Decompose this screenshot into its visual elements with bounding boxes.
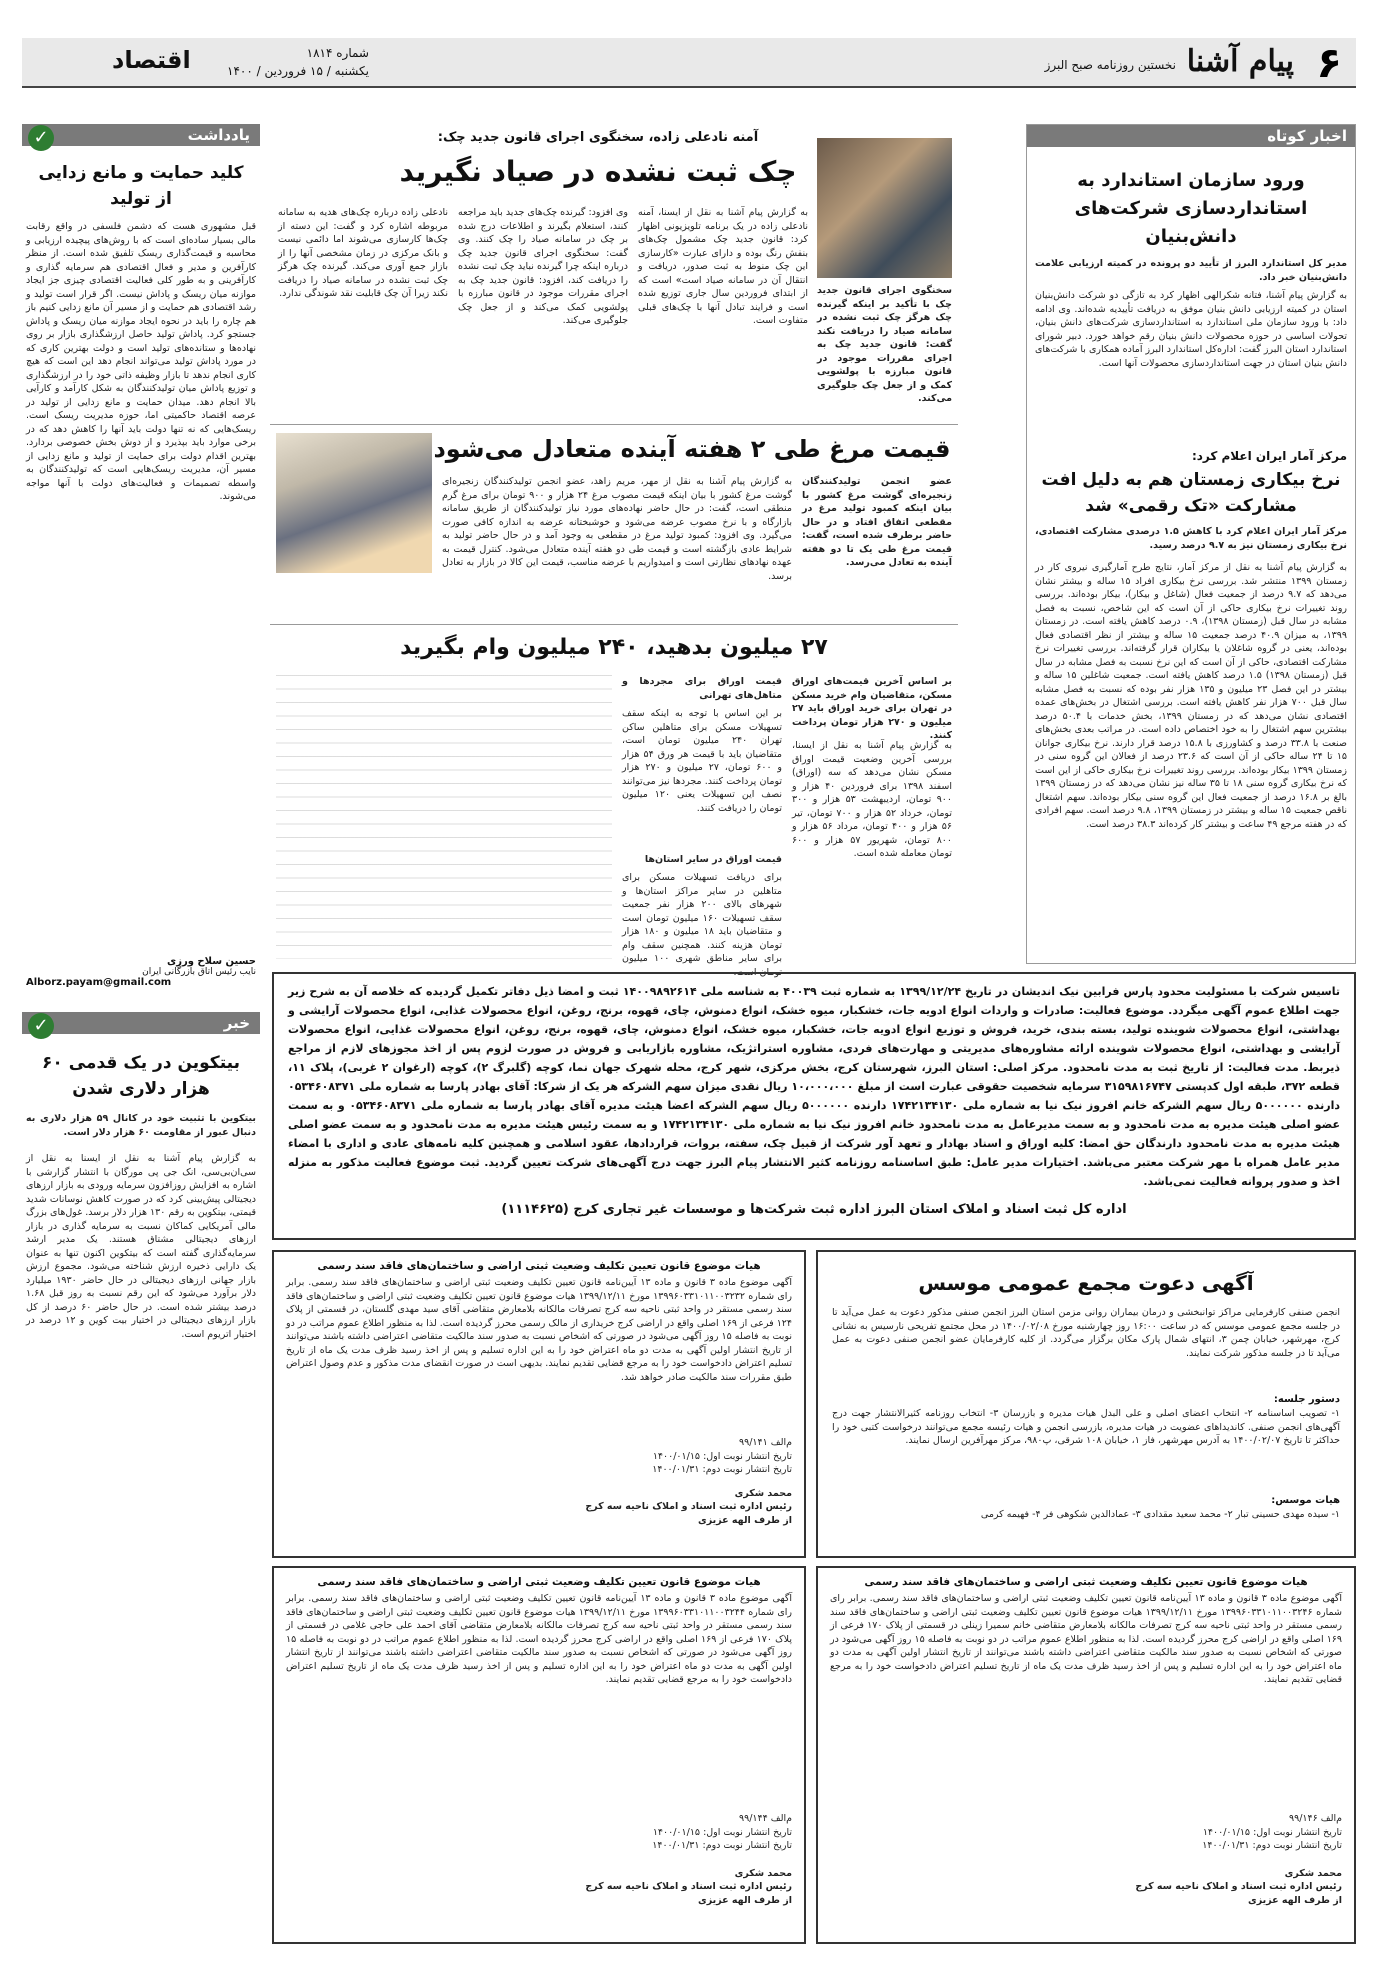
loan-body-d bbox=[276, 675, 612, 959]
legal-ad-1-code: م‌الف ۹۹/۱۴۱ bbox=[739, 1437, 792, 1448]
loan-title: ۲۷ میلیون بدهید، ۲۴۰ میلیون وام بگیرید bbox=[400, 635, 828, 660]
issue-info bbox=[227, 44, 369, 80]
page-header bbox=[22, 38, 1356, 88]
spokesperson-photo bbox=[817, 138, 952, 278]
contact-email: Alborz.payam@gmail.com bbox=[26, 977, 172, 988]
company-registration-ad bbox=[272, 972, 1356, 1240]
loan-lead: بر اساس آخرین قیمت‌های اوراق مسکن، متقاضیان وام خرید مسکن در تهران برای خرید اوراق باید ۲۷ میلیون و ۲۷۰ هزار تومان پرداخت کنند. bbox=[792, 676, 952, 741]
legal-ad-1-signer: محمد شکری bbox=[734, 1487, 792, 1499]
loan-sub2: قیمت اوراق در سایر استان‌ها bbox=[644, 854, 782, 865]
issue-number: شماره ۱۸۱۴ bbox=[306, 46, 369, 60]
legal-ad-3-code: م‌الف ۹۹/۱۴۶ bbox=[1289, 1813, 1342, 1824]
bitcoin-body: به گزارش پیام آشنا به نقل از ایسنا به نقل از سی‌ان‌بی‌سی، انک جی پی مورگان با انتشار گزارشی با اشاره به افزایش روزافزون سرمایه ورودی به بازار ارزهای دیجیتالی پیش‌بینی کرد که در صورت کاهش نوسانات شدید قیمتی، بیتکوین به رقم ۱۳۰ هزار دلار برسد. غول‌های بزرگ مالی آمریکایی کماکان نسبت به سرمایه گذاری در بازار ارزهای دیجیتالی مشتاق هستند. یک مدیر ارشد سرمایه‌گذاری گفته است که بیتکوین اکنون تنها به عنوان یک دارایی ذخیره ارزش شناخته می‌شود. مجموع ارزش بازار جهانی ارزهای دیجیتالی در حال حاضر ۱۹۳۰ میلیارد دلار برآورد می‌شود که این رقم نسبت به روز قبل ۱.۶۸ درصد بیشتر شده است. در حال حاضر ۶۰ درصد از کل بازار ارزهای دیجیتالی در اختیار بیت کوین و ۱۲ درصد در اختیار اتریوم است. bbox=[26, 1153, 257, 1340]
story2-lead: مرکز آمار ایران اعلام کرد با کاهش ۱.۵ درصدی مشارکت اقتصادی، نرخ بیکاری زمستان نیز به ۹.۷ درصد رسید. bbox=[1035, 526, 1347, 551]
legal-ad-2-signer-role: رئیس اداره ثبت اسناد و املاک ناحیه سه کرج bbox=[585, 1881, 792, 1892]
chicken-title: قیمت مرغ طی ۲ هفته آینده متعادل می‌شود bbox=[433, 435, 951, 463]
registration-footer: اداره کل ثبت اسناد و املاک استان البرز اداره ثبت شرکت‌ها و موسسات غیر تجاری کرج (۱۱۱۴۶۲۵) bbox=[501, 1202, 1127, 1217]
cheque-article bbox=[270, 124, 958, 424]
story2-kicker: مرکز آمار ایران اعلام کرد: bbox=[1191, 449, 1347, 463]
founders-list: ۱- سیده مهدی حسینی تبار ۲- محمد سعید مقدادی ۳- عمادالدین شکوهی فر ۴- فهیمه کرمی bbox=[980, 1509, 1340, 1520]
page-number: ۶ bbox=[1316, 38, 1342, 87]
note-title: کلید حمایت و مانع زدایی از تولید bbox=[38, 163, 244, 209]
bitcoin-lead: بیتکوین با تثبیت خود در کانال ۵۹ هزار دلاری به دنبال عبور از مقاومت ۶۰ هزار دلار است. bbox=[26, 1113, 256, 1138]
cheque-body-b: وی افزود: گیرنده چک‌های جدید باید مراجعه کنند، استعلام بگیرند و اطلاعات درج شده بر چک در سامانه صیاد را چک کنند. وی گفت: سخنگوی اجرای قانون جدید چک درباره اینکه چرا گیرنده نباید چک ثبت نشده را دریافت کند، افزود: قانون جدید چک به اجرای مقررات موجود در قانون مبارزه با پولشویی کمک می‌کند و از جعل چک جلوگیری می‌کند. bbox=[458, 207, 628, 326]
legal-ad-3-signer: محمد شکری bbox=[1284, 1867, 1342, 1879]
legal-ad-2 bbox=[272, 1566, 806, 1944]
legal-ad-1-signer-sub: از طرف الهه عزیزی bbox=[698, 1514, 792, 1526]
loan-body-a: به گزارش پیام آشنا به نقل از ایسنا، بررسی آخرین وضعیت قیمت اوراق مسکن نشان می‌دهد که سه (اوراق) اسفند ۱۳۹۸ برای فروردین ۴۰ هزار و ۹۰۰ تومان، اردیبهشت ۵۳ هزار و ۳۰۰ تومان، خرداد ۵۲ هزار و ۷۰۰ تومان، تیر ۵۶ هزار و ۴۰۰ تومان، مرداد ۵۶ هزار و ۸۰۰ تومان، شهریور ۵۷ هزار و ۶۰۰ تومان معامله شده است. bbox=[792, 740, 953, 859]
bitcoin-title: بیتکوین در یک قدمی ۶۰ هزار دلاری شدن bbox=[42, 1053, 240, 1099]
legal-ad-1-title: هیات موضوع قانون تعیین تکلیف وضعیت ثبتی اراضی و ساختمان‌های فاقد سند رسمی bbox=[317, 1260, 761, 1272]
note-bar bbox=[22, 124, 260, 152]
story1-body: به گزارش پیام آشنا، فتانه شکرالهی اظهار کرد به تازگی دو شرکت دانش‌بنیان استان در کمیته ارزیابی دانش بنیان موفق به دریافت تأییدیه شده‌اند. وی ادامه داد: با ورود سازمان ملی استاندارد به استانداردسازی شرکت‌های دانش بنیان، تحولات اساسی در حوزه محصولات دانش بنیان رقم خواهد خورد. دبیر شورای استاندارد استان البرز گفت: اداره‌کل استاندارد البرز آماده همکاری با شرکت‌های دانش بنیان استان در جهت استانداردسازی محصولات آنها است. bbox=[1035, 290, 1347, 369]
founders-title: هیات موسس: bbox=[1271, 1495, 1340, 1506]
section-title: اقتصاد bbox=[112, 46, 191, 74]
issue-date: یکشنبه / ۱۵ فروردین / ۱۴۰۰ bbox=[227, 64, 369, 78]
legal-ad-1-date2: تاریخ انتشار نوبت دوم: ۱۴۰۰/۰۱/۳۱ bbox=[652, 1464, 792, 1475]
legal-ad-3-signer-role: رئیس اداره ثبت اسناد و املاک ناحیه سه کرج bbox=[1135, 1881, 1342, 1892]
newspaper-logo: پیام آشنا bbox=[1186, 44, 1294, 79]
loan-body-b: بر این اساس با توجه به اینکه سقف تسهیلات مسکن برای متاهلین ساکن تهران ۲۴۰ میلیون تومان است، متقاضیان باید با قیمت هر ورق ۵۴ هزار و ۶۰۰ تومان، ۲۷ میلیون و ۲۷۰ هزار تومان پرداخت کنند. مجردها نیز می‌توانند نصف این تسهیلات یعنی ۱۲۰ میلیون تومان را دریافت کنند. bbox=[622, 708, 783, 814]
legal-ad-2-signer-sub: از طرف الهه عزیزی bbox=[698, 1894, 792, 1906]
legal-ad-2-signer: محمد شکری bbox=[734, 1867, 792, 1879]
tagline: نخستین روزنامه صبح البرز bbox=[1044, 58, 1176, 72]
legal-ad-1-date1: تاریخ انتشار نوبت اول: ۱۴۰۰/۰۱/۱۵ bbox=[652, 1450, 792, 1462]
legal-ad-2-title: هیات موضوع قانون تعیین تکلیف وضعیت ثبتی اراضی و ساختمان‌های فاقد سند رسمی bbox=[317, 1576, 761, 1588]
legal-ad-2-date2: تاریخ انتشار نوبت دوم: ۱۴۰۰/۰۱/۳۱ bbox=[652, 1840, 792, 1851]
chicken-lead: عضو انجمن تولیدکنندگان زنجیره‌ای گوشت مرغ کشور با بیان اینکه کمبود تولید مرغ در مقطعی اتفاق افتاد و در حال حاضر برطرف شده است، گفت: قیمت مرغ طی یک تا دو هفته آینده به تعادل می‌رسد. bbox=[802, 476, 952, 568]
housing-loan-article bbox=[270, 624, 958, 978]
story2-body: به گزارش پیام آشنا به نقل از مرکز آمار، نتایج طرح آمارگیری نیروی کار در زمستان ۱۳۹۹ منتشر شد. بررسی نرخ بیکاری افراد ۱۵ ساله و بیشتر نشان می‌دهد که ۹.۷ درصد از جمعیت فعال (شاغل و بیکار)، بیکار بوده‌اند. بررسی روند تغییرات نرخ بیکاری حاکی از آن است که این شاخص، نسبت به فصل مشابه در سال قبل (زمستان ۱۳۹۸)، ۰.۹ درصد کاهش یافته است. در زمستان ۱۳۹۹، به میزان ۴۰.۹ درصد جمعیت ۱۵ ساله و بیشتر از نظر اقتصادی فعال بوده‌اند، یعنی در گروه شاغلان یا بیکاران قرار گرفته‌اند. بررسی تغییرات نرخ مشارکت اقتصادی، حاکی از آن است که این نرخ نسبت به فصل مشابه در سال قبل (زمستان ۱۳۹۸) ۱.۵ درصد کاهش یافته است. جمعیت شاغلین ۱۵ ساله و بیشتر در این فصل ۲۳ میلیون و ۱۳۵ هزار نفر بوده که نسبت به فصل مشابه سال قبل ۷۰۰ هزار نفر کاهش یافته است. بررسی اشتغال در بخش‌های عمده اقتصادی نشان می‌دهد که در زمستان ۱۳۹۹، بخش خدمات با ۵۰.۴ درصد بیشترین سهم اشتغال را به خود اختصاص داده است. در مراتب بعدی بخش‌های صنعت با ۳۳.۸ درصد و کشاورزی با ۱۵.۸ درصد قرار دارند. نرخ بیکاری جوانان ۱۵ تا ۲۴ ساله حاکی از آن است که ۲۳.۶ درصد از فعالان این گروه سنی در زمستان ۱۳۹۹ بیکار بوده‌اند. بررسی روند تغییرات نرخ بیکاری حاکی از این است که نرخ بیکاری گروه سنی ۱۸ تا ۳۵ ساله نیز نشان می‌دهد که در زمستان ۱۳۹۹ بالغ بر ۱۶.۸ درصد از جمعیت فعال این گروه سنی بیکار بوده‌اند. سهم اشتغال ناقص جمعیت ۱۵ ساله و بیشتر در زمستان ۱۳۹۹، ۹.۸ درصد است. سهم افرادی که در هفته مرجع ۴۹ ساعت و بیشتر کار کرده‌اند ۳۸.۳ درصد است. bbox=[1035, 562, 1348, 830]
story1-title: ورود سازمان استاندارد به استانداردسازی شرکت‌های دانش‌بنیان bbox=[1074, 170, 1308, 247]
assembly-invitation-ad bbox=[816, 1250, 1356, 1558]
short-news-column bbox=[1026, 124, 1356, 964]
note-body: قبل مشهوری هست که دشمن فلسفی در واقع رقابت مالی بسیار ساده‌ای است که با روش‌های پیچیده ارزیابی و محاسبه و قیمت‌گذاری ریسک تلفیق شده است. از منظر کارآفرین و مدیر و فعال اقتصادی هم سرمایه گذاری و کارآفرینی و به طور کلی فعالیت اقتصادی چیزی جز ایجاد موازنه میان ریسک و پاداش نیست. اگر قرار است تولید و رشد اقتصادی هم حمایت و از مسیر آن مانع زدایی کنیم باز هم چاره را باید در نحوه ایجاد موازنه میان ریسک و پاداش جستجو کرد. پاداش تولید حاصل ارزشگذاری بازار بر روی نهاده‌ها و ستانده‌های تولید است و دولت بهترین کاری که در مورد پاداش تولید می‌تواند انجام دهد این است که هیچ کاری انجام ندهد تا بازار وظیفه ذاتی خود را در ارزشگذاری و توزیع پاداش میان تولیدکنندگان به شکل کارآمد و کارآیی بالا انجام دهد. میدان حمایت و مانع زدایی از تولید در عرصه اقتصاد حاکمیتی اما، حوزه مدیریت ریسک است. ریسک‌هایی که نه تنها دولت باید آنها را کاهش دهد که در برخی موارد باید بپذیرد و از دوش بخش خصوصی بردارد. بهترین اقدام دولت برای حمایت از تولید و مانع زدایی از مسیر آن، مدیریت ریسک‌هایی است که تولیدکنندگان به واسطه تصمیمات و فعالیت‌های دولت با آنها مواجه می‌شوند. bbox=[26, 221, 256, 502]
legal-ad-3-signer-sub: از طرف الهه عزیزی bbox=[1248, 1894, 1342, 1906]
check-icon: ✓ bbox=[28, 1013, 54, 1039]
assembly-body: انجمن صنفی کارفرمایی مراکز توانبخشی و درمان بیماران روانی مزمن استان البرز انجمن صنفی مذکور دعوت به عمل می‌آید تا در جلسه مجمع عمومی موسس که در ساعت ۱۶:۰۰ روز چهارشنبه مورخ ۱۴۰۰/۰۲/۰۸ در محل مجتمع تفریحی نارسیس به نشانی کرج، مهرشهر، خیابان چمن ۳، انتهای شمال پارک مکان برگزار می‌گردد. از کلیه کارفرمایان عضو انجمن صنفی دعوت به عمل می‌آید تا در جلسه مذکور شرکت نمایند. bbox=[832, 1307, 1340, 1359]
loan-sub1: قیمت اوراق برای مجردها و متاهل‌های تهرانی bbox=[622, 676, 782, 701]
legal-ad-3-title: هیات موضوع قانون تعیین تکلیف وضعیت ثبتی اراضی و ساختمان‌های فاقد سند رسمی bbox=[864, 1576, 1308, 1588]
agenda-title: دستور جلسه: bbox=[1273, 1394, 1340, 1405]
legal-ad-3-body: آگهی موضوع ماده ۳ قانون و ماده ۱۳ آیین‌نامه قانون تعیین تکلیف وضعیت ثبتی اراضی و ساختمان‌های فاقد سند رسمی. برابر رای شماره ۱۳۹۹۶۰۳۳۱۰۱۱۰۰۳۲۴۶ مورخ ۱۳۹۹/۱۲/۱۱ هیات موضوع قانون تعیین تکلیف وضعیت ثبتی اراضی و ساختمان‌های فاقد سند رسمی مستقر در واحد ثبتی ناحیه سه کرج تصرفات مالکانه بلامعارض متقاضی خانم سمیرا زینلی در قسمتی از پلاک ۱۷۰ فرعی از ۱۶۹ اصلی واقع در اراضی کرج محرز گردیده است. لذا به منظور اطلاع عموم مراتب در دو نوبت به فاصله ۱۵ روز آگهی می‌شود در صورتی که اشخاص نسبت به صدور سند مالکیت متقاضی اعتراضی داشته باشند می‌توانند از تاریخ انتشار اولین آگهی به مدت دو ماه اعتراض خود را به این اداره تسلیم و پس از اخذ رسید ظرف مدت یک ماه از تاریخ تسلیم اعتراض دادخواست خود را به مرجع قضایی تقدیم نمایند. bbox=[830, 1593, 1342, 1685]
registration-body: تاسیس شرکت با مسئولیت محدود پارس فرابین نیک اندیشان در تاریخ ۱۳۹۹/۱۲/۲۴ به شماره ثبت ۴۰۰۳۹ به شناسه ملی ۱۴۰۰۹۸۹۲۶۱۴ ثبت و امضا ذیل دفاتر تکمیل گردیده که خلاصه آن به شرح زیر جهت اطلاع عموم آگهی میگردد. موضوع فعالیت: صادرات و واردات انواع ادویه جات، خشکبار، میوه خشک، انواع دمنوش، چای، قهوه، برنج، روغن، انواع محصولات غذایی، انواع محصولات آرایشی و بهداشتی، انواع محصولات شوینده تولید، بسته بندی، خرید، فروش و توزیع انواع ادویه جات، خشکبار، میوه خشک، انواع دمنوش، چای، قهوه، برنج، روغن، انواع محصولات غذایی، انواع محصولات آرایشی و بهداشتی، انواع محصولات شوینده ارائه مشاوره‌های مدیریتی و مهارت‌های فردی، مشاوره استراتژیک، مشاوره بازاریابی و فروش در صورت لزوم پس از اخذ مجوزهای لازم از مراجع ذیربط. مدت فعالیت: از تاریخ ثبت به مدت نامحدود. مرکز اصلی: استان البرز، شهرستان کرج، بخش مرکزی، شهر کرج، محله شهرک جهان نما، کوچه (گلبرگ ۲)، کوچه (ارغوان ۲ غربی)، پلاک ۱۱، قطعه ۳۷۲، طبقه اول کدپستی ۳۱۵۹۸۱۶۷۴۷ سرمایه شخصیت حقوقی عبارت است از مبلغ ۱۰،۰۰۰،۰۰۰ ریال نقدی میزان سهم الشرکه هر یک از شرکا: آقای بهادر پارسا به شماره ملی ۰۵۳۴۶۰۸۳۷۱ دارنده ۵۰۰۰۰۰۰ ریال سهم الشرکه خانم افروز نیک نیا به شماره ملی ۱۷۴۲۱۳۴۱۳۰ دارنده ۵۰۰۰۰۰۰ ریال سهم الشرکه اعضا هیئت مدیره آقای بهادر پارسا به شماره ملی ۰۵۳۴۶۰۸۳۷۱ و به سمت عضو اصلی هیئت مدیره به مدت نامحدود و به سمت مدیرعامل به مدت نامحدود خانم افروز نیک نیا به شماره ملی ۱۷۴۲۱۳۴۱۳۰ و به سمت رئیس هیئت مدیره به مدت نامحدود و به سمت عضو اصلی هیئت مدیره به مدت نامحدود دارندگان حق امضا: کلیه اوراق و اسناد بهادار و تعهد آور شرکت از قبیل چک، سفته، بروات، قراردادها، عقود اسلامی و همچنین کلیه نامه‌های عادی و اداری با امضاء مدیر عامل همراه با مهر شرکت معتبر می‌باشد. اختیارات مدیر عامل: طبق اساسنامه روزنامه کثیر الانتشار پیام البرز جهت درج آگهی‌های شرکت تعیین گردید. ثبت موضوع فعالیت مذکور به منزله اخذ و صدور پروانه فعالیت نمی‌باشد. bbox=[288, 985, 1341, 1188]
note-author: حسین سلاح ورزی bbox=[167, 956, 256, 967]
news-bar-label: خبر bbox=[22, 1012, 260, 1034]
cheque-body-c: نادعلی زاده درباره چک‌های هدیه به سامانه مربوطه اشاره کرد و گفت: این دسته از چک‌ها کارسازی می‌شوند اما دائمی نیست و بانک مرکزی در زمان مشخصی آنها را از بازار جمع آوری می‌کند. گیرنده چک هرگز چک ثبت نشده در سامانه صیاد را دریافت نکند زیرا آن چک قابلیت نقد شوندگی ندارد. bbox=[278, 207, 448, 299]
story1-lead: مدیر کل استاندارد البرز از تأیید دو پرونده در کمیته ارزیابی علامت دانش‌بنیان خبر داد. bbox=[1035, 258, 1347, 283]
legal-ad-2-code: م‌الف ۹۹/۱۴۴ bbox=[739, 1813, 792, 1824]
loan-body-c: برای دریافت تسهیلات مسکن برای متاهلین در سایر مراکز استان‌ها و شهرهای بالای ۲۰۰ هزار نفر جمعیت سقف تسهیلات ۱۶۰ میلیون تومان است و متقاضیان باید ۱۸ میلیون و ۱۸۰ هزار تومان هزینه کنند. همچنین سقف وام برای سایر مناطق شهری ۱۰۰ میلیون تومان است. bbox=[622, 872, 783, 978]
note-bar-label: یادداشت bbox=[22, 124, 260, 146]
legal-ad-3 bbox=[816, 1566, 1356, 1944]
legal-ad-3-date2: تاریخ انتشار نوبت دوم: ۱۴۰۰/۰۱/۳۱ bbox=[1202, 1840, 1342, 1851]
left-column bbox=[22, 124, 260, 1944]
legal-ad-1 bbox=[272, 1250, 806, 1558]
check-icon: ✓ bbox=[28, 125, 54, 151]
news-bar bbox=[22, 1012, 260, 1040]
chicken-market-photo bbox=[276, 433, 432, 573]
legal-ad-3-date1: تاریخ انتشار نوبت اول: ۱۴۰۰/۰۱/۱۵ bbox=[1202, 1826, 1342, 1838]
chicken-body: به گزارش پیام آشنا به نقل از مهر، مریم زاهد، عضو انجمن تولیدکنندگان زنجیره‌ای گوشت مرغ کشور با بیان اینکه قیمت مصوب مرغ ۲۴ هزار و ۹۰۰ تومان برای مرغ گرم منطقی است، گفت: در حال حاضر نهاده‌های مورد نیاز تولیدکنندگان از طریق سامانه بازارگاه و با نرخ مصوب عرضه می‌شود و خوشبختانه عرضه به اندازه کافی صورت می‌گیرد. وی افزود: کمبود تولید مرغ در مقطعی به وجود آمد و در حال حاضر تولید به شرایط عادی بازگشته است و قیمت طی دو هفته آینده متعادل می‌شود. کنترل قیمت به عهده نهادهای نظارتی است و امیدواریم با عرضه مناسب، قیمت این کالا در بازار به تعادل برسد. bbox=[442, 476, 792, 582]
assembly-title: آگهی دعوت مجمع عمومی موسس bbox=[918, 1271, 1254, 1295]
chicken-price-article bbox=[270, 424, 958, 624]
story2-title: نرخ بیکاری زمستان هم به دلیل افت مشارکت «تک رقمی» شد bbox=[1041, 470, 1341, 516]
agenda-list: ۱- تصویب اساسنامه ۲- انتخاب اعضای اصلی و علی البدل هیات مدیره و بازرسان ۳- انتخاب روزنامه کثیرالانتشار جهت درج آگهی‌های انجمن صنفی. کاندیداهای عضویت در هیات مدیره، بازرسی انجمن و هیات رئیسه مجمع می‌توانند درخواست کتبی خود را حداکثر تا تاریخ ۱۴۰۰/۰۲/۰۷ به آدرس مهرشهر، فاز ۱، خیابان ۱۰۸ شرقی، پ۹۸۰، مرکز مهرآفرین ارسال نمایند. bbox=[832, 1408, 1341, 1446]
legal-ad-2-body: آگهی موضوع ماده ۳ قانون و ماده ۱۳ آیین‌نامه قانون تعیین تکلیف وضعیت ثبتی اراضی و ساختمان‌های فاقد سند رسمی. برابر رای شماره ۱۳۹۹۶۰۳۳۱۰۱۱۰۰۳۲۴۴ مورخ ۱۳۹۹/۱۲/۱۱ هیات موضوع قانون تعیین تکلیف وضعیت ثبتی اراضی و ساختمان‌های فاقد سند رسمی مستقر در واحد ثبتی ناحیه سه کرج تصرفات مالکانه بلامعارض متقاضی آقای احمد علی حاجی غلامی در قسمتی از پلاک ۱۷۰ فرعی از ۱۶۹ اصلی واقع در اراضی کرج محرز گردیده است. لذا به منظور اطلاع عموم مراتب در دو نوبت به فاصله ۱۵ روز آگهی می‌شود در صورتی که اشخاص نسبت به صدور سند مالکیت متقاضی اعتراضی داشته باشند می‌توانند از تاریخ انتشار اولین آگهی به مدت دو ماه اعتراض خود را به این اداره تسلیم و پس از اخذ رسید ظرف مدت یک ماه از تاریخ تسلیم اعتراض دادخواست خود را به مرجع قضایی تقدیم نمایند. bbox=[286, 1593, 792, 1685]
legal-ad-1-signer-role: رئیس اداره ثبت اسناد و املاک ناحیه سه کرج bbox=[585, 1501, 792, 1512]
note-author-role: نایب رئیس اتاق بازرگانی ایران bbox=[142, 967, 256, 977]
legal-ad-1-body: آگهی موضوع ماده ۳ قانون و ماده ۱۳ آیین‌نامه قانون تعیین تکلیف وضعیت ثبتی اراضی و ساختمان‌های فاقد سند رسمی. برابر رای شماره ۱۳۹۹۶۰۳۳۱۰۱۱۰۰۳۲۳۲ مورخ ۱۳۹۹/۱۲/۱۱ هیات موضوع قانون تعیین تکلیف وضعیت ثبتی اراضی و ساختمان‌های فاقد سند رسمی مستقر در واحد ثبتی ناحیه سه کرج تصرفات مالکانه بلامعارض متقاضی آقای سید مهدی گلستان، در قسمتی از پلاک ۱۲۴ فرعی از ۱۶۹ اصلی واقع در اراضی کرج خریداری از مالک رسمی محرز گردیده است. لذا به منظور اطلاع عموم مراتب در دو نوبت به فاصله ۱۵ روز آگهی می‌شود در صورتی که اشخاص نسبت به صدور سند مالکیت متقاضی اعتراضی داشته باشند می‌توانند از تاریخ انتشار اولین آگهی به مدت دو ماه اعتراض خود را به این اداره تسلیم و پس از اخذ رسید ظرف مدت یک ماه از تاریخ تسلیم اعتراض دادخواست خود را به مرجع قضایی تقدیم نمایند. بدیهی است در صورت انقضای مدت مذکور و عدم وصول اعتراض طبق مقررات سند مالکیت صادر خواهد شد. bbox=[286, 1277, 793, 1383]
cheque-caption: سخنگوی اجرای قانون جدید چک با تأکید بر اینکه گیرنده چک هرگز چک ثبت نشده در سامانه صیاد را دریافت نکند گفت: قانون جدید چک به اجرای مقررات موجود در قانون مبارزه با پولشویی کمک و از جعل چک جلوگیری می‌کند. bbox=[817, 285, 952, 404]
short-news-bar: اخبار کوتاه bbox=[1027, 125, 1355, 147]
cheque-kicker: آمنه نادعلی زاده، سخنگوی اجرای قانون جدید چک: bbox=[437, 130, 759, 145]
cheque-body-a: به گزارش پیام آشنا به نقل از ایسنا، آمنه نادعلی زاده در یک برنامه تلویزیونی اظهار کرد: قانون جدید چک مشمول چک‌های بنفش رنگ بوده و دارای عبارت «کارسازی این چک منوط به ثبت صدور، دریافت و انتقال آن در سامانه صیاد است» است که از ابتدای فروردین سال جاری توزیع شده است و فرایند تبادل آنها با چک‌های قبلی متفاوت است. bbox=[638, 207, 808, 326]
cheque-title: چک ثبت نشده در صیاد نگیرید bbox=[399, 155, 797, 188]
legal-ad-2-date1: تاریخ انتشار نوبت اول: ۱۴۰۰/۰۱/۱۵ bbox=[652, 1826, 792, 1838]
